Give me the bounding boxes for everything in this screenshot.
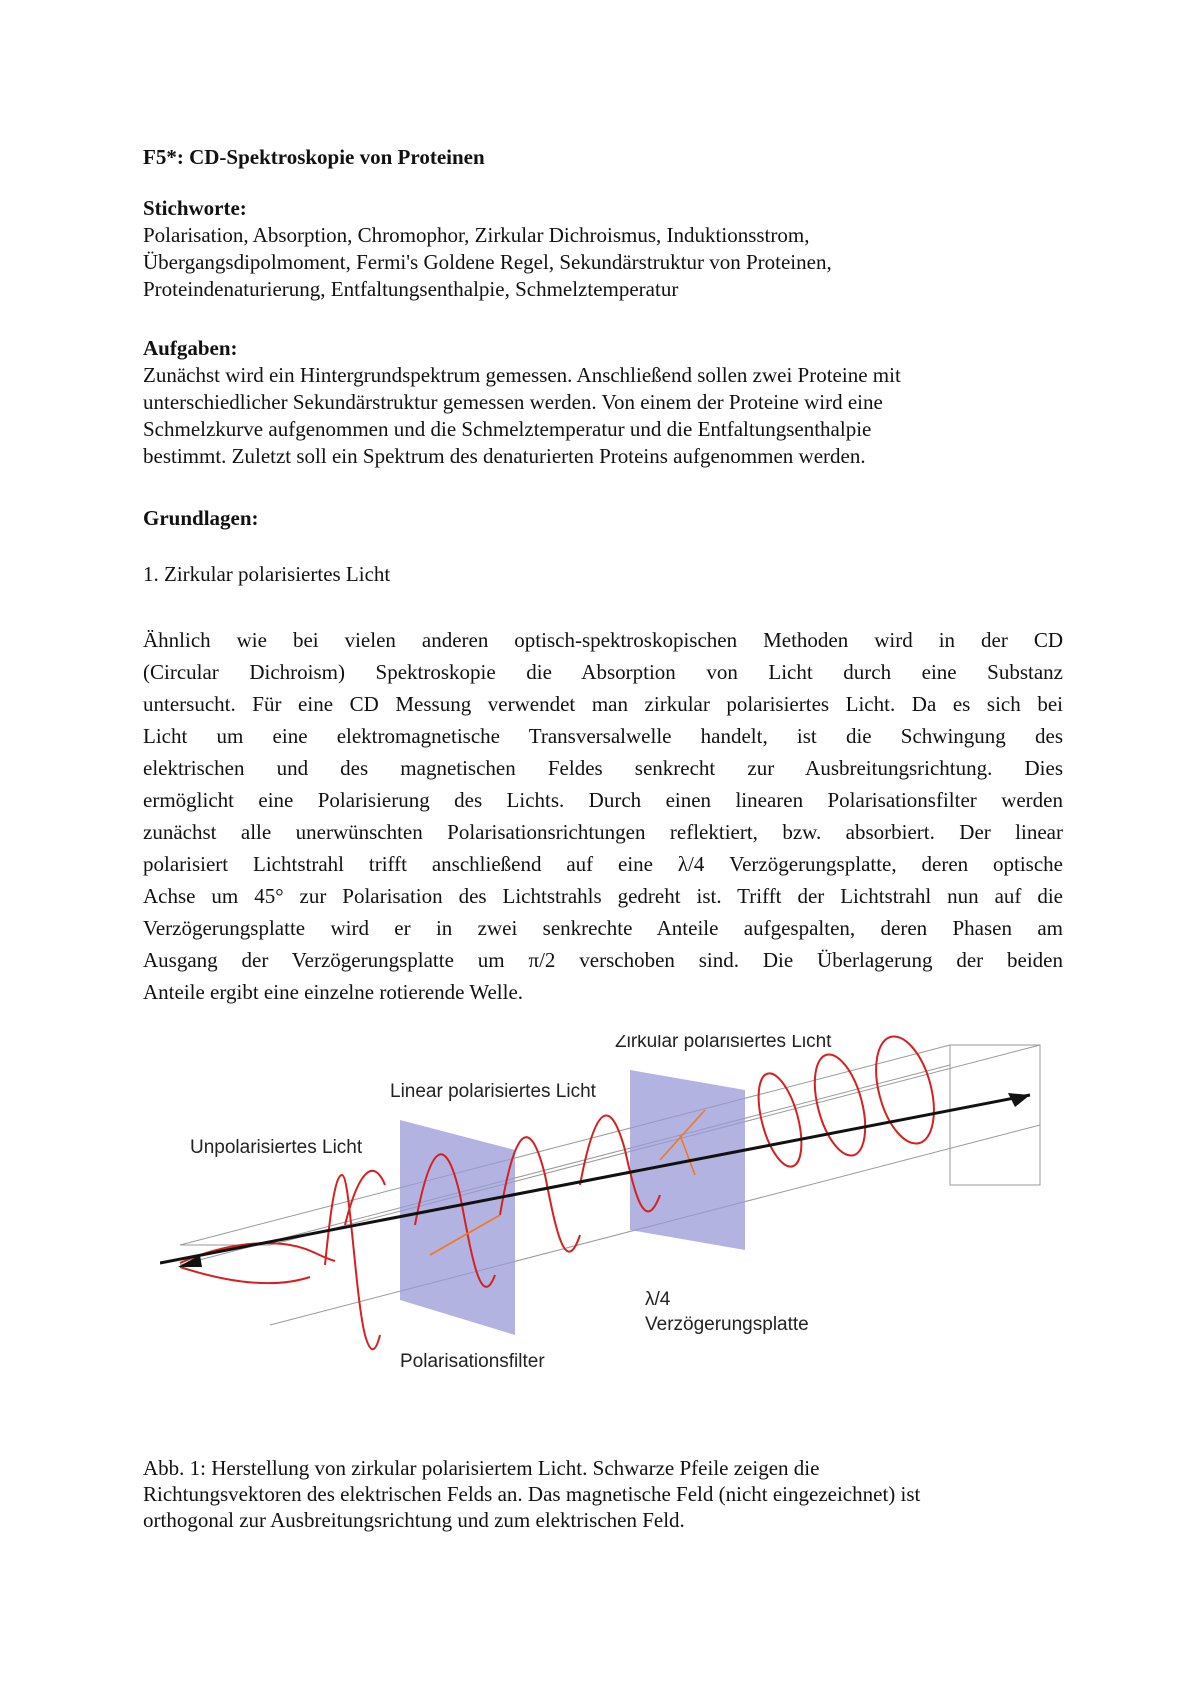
grundlagen-heading: Grundlagen: <box>143 506 259 530</box>
document-title: F5*: CD-Spektroskopie von Proteinen <box>143 145 485 169</box>
label-circular: Zirkular polarisiertes Licht <box>615 1035 832 1052</box>
stichworte-line: Polarisation, Absorption, Chromophor, Zirkular Dichroismus, Induktionsstrom, <box>143 223 810 247</box>
paragraph-line: (Circular Dichroism) Spektroskopie die Absorption von Licht durch eine Substanz <box>143 660 1063 684</box>
paragraph-line: ermöglicht eine Polarisierung des Lichts. Durch einen linearen Polarisationsfilter werden <box>143 788 1063 812</box>
paragraph-line: Verzögerungsplatte wird er in zwei senkrechte Anteile aufgespalten, deren Phasen am <box>143 916 1063 940</box>
polarization-figure <box>160 1035 1060 1395</box>
caption-line: orthogonal zur Ausbreitungsrichtung und zum elektrischen Feld. <box>143 1508 685 1532</box>
aufgaben-heading: Aufgaben: <box>143 336 238 360</box>
caption-line: Richtungsvektoren des elektrischen Felds an. Das magnetische Feld (nicht eingezeichnet) ist <box>143 1482 921 1506</box>
propagation-box <box>180 1045 1040 1325</box>
grundlagen-paragraph <box>143 624 1063 1008</box>
unpolarized-wave <box>180 1171 385 1349</box>
circular-wave <box>750 1035 944 1171</box>
aufgaben-line: unterschiedlicher Sekundärstruktur gemessen werden. Von einem der Proteine wird eine <box>143 390 883 414</box>
paragraph-line: Achse um 45° zur Polarisation des Lichtstrahls gedreht ist. Trifft der Lichtstrahl nun auf die <box>143 884 1063 908</box>
stichworte-line: Übergangsdipolmoment, Fermi's Goldene Regel, Sekundärstruktur von Proteinen, <box>143 250 832 274</box>
paragraph-line: elektrischen und des magnetischen Feldes senkrecht zur Ausbreitungsrichtung. Dies <box>143 756 1063 780</box>
paragraph-line: untersucht. Für eine CD Messung verwendet man zirkular polarisiertes Licht. Da es sich bei <box>143 692 1063 716</box>
label-lambda: λ/4 <box>645 1289 671 1310</box>
section-title: 1. Zirkular polarisiertes Licht <box>143 562 391 586</box>
label-filter: Polarisationsfilter <box>400 1351 545 1372</box>
paragraph-line: zunächst alle unerwünschten Polarisationsrichtungen reflektiert, bzw. absorbiert. Der linear <box>143 820 1063 844</box>
paragraph-line: Ausgang der Verzögerungsplatte um π/2 verschoben sind. Die Überlagerung der beiden <box>143 948 1063 972</box>
label-plate: Verzögerungsplatte <box>645 1314 809 1335</box>
polarization-filter-plate <box>400 1120 515 1335</box>
aufgaben-line: bestimmt. Zuletzt soll ein Spektrum des denaturierten Proteins aufgenommen werden. <box>143 444 866 468</box>
stichworte-heading: Stichworte: <box>143 196 247 220</box>
paragraph-line: Ähnlich wie bei vielen anderen optisch-spektroskopischen Methoden wird in der CD <box>143 628 1063 652</box>
paragraph-line: Anteile ergibt eine einzelne rotierende Welle. <box>143 980 524 1004</box>
grundlagen-heading-block <box>143 505 1063 532</box>
aufgaben-line: Zunächst wird ein Hintergrundspektrum gemessen. Anschließend sollen zwei Proteine mit <box>143 363 901 387</box>
aufgaben-section <box>143 335 1063 470</box>
paragraph-line: Licht um eine elektromagnetische Transversalwelle handelt, ist die Schwingung des <box>143 724 1063 748</box>
section-title-block <box>143 561 1063 588</box>
label-unpolarized: Unpolarisiertes Licht <box>190 1137 363 1158</box>
stichworte-line: Proteindenaturierung, Entfaltungsenthalpie, Schmelztemperatur <box>143 277 679 301</box>
stichworte-section <box>143 195 1063 303</box>
figure-caption <box>143 1455 1063 1533</box>
label-linear: Linear polarisiertes Licht <box>390 1081 596 1102</box>
paragraph-line: polarisiert Lichtstrahl trifft anschließend auf eine λ/4 Verzögerungsplatte, deren optische <box>143 852 1063 876</box>
aufgaben-line: Schmelzkurve aufgenommen und die Schmelztemperatur und die Entfaltungsenthalpie <box>143 417 872 441</box>
caption-line: Abb. 1: Herstellung von zirkular polarisiertem Licht. Schwarze Pfeile zeigen die <box>143 1456 820 1480</box>
